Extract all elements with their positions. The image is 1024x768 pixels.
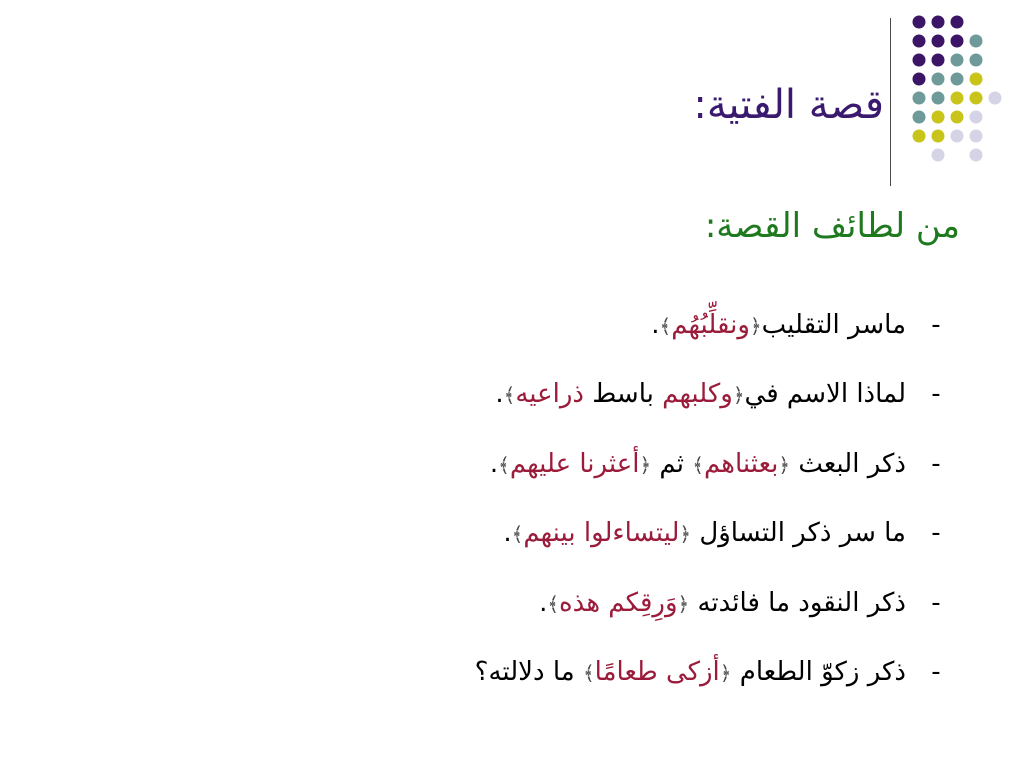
- item-text-tail: ما دلالته؟: [474, 657, 583, 688]
- dot: [932, 54, 945, 67]
- dot: [970, 149, 983, 162]
- item-text: [475, 657, 906, 687]
- dot: [932, 149, 945, 162]
- quran-quote: أعثرنا عليهم: [509, 448, 640, 479]
- item-text-tail: .: [503, 518, 512, 549]
- dot: [913, 16, 926, 29]
- list-item: [66, 429, 966, 499]
- dot: [970, 111, 983, 124]
- quran-bracket-open: ﴿: [679, 522, 692, 547]
- dot: [932, 16, 945, 29]
- quran-quote: ذراعيه: [515, 379, 584, 410]
- dot: [951, 54, 964, 67]
- dot: [913, 54, 926, 67]
- dot: [951, 130, 964, 143]
- vertical-divider: [890, 18, 891, 186]
- quran-bracket-close: ﴾: [659, 313, 672, 338]
- item-text: [490, 449, 906, 479]
- dot: [951, 111, 964, 124]
- item-text: [503, 518, 906, 548]
- item-text-tail: .: [489, 448, 499, 479]
- bullet-marker: -: [931, 587, 941, 618]
- dot: [913, 92, 926, 105]
- quran-quote: بعثناهم: [703, 448, 779, 479]
- item-text-tail: .: [495, 379, 504, 410]
- quran-quote: وَرِقِكم هذه: [559, 587, 678, 618]
- dot: [951, 73, 964, 86]
- dot: [913, 111, 926, 124]
- dot: [913, 130, 926, 143]
- dot: [932, 130, 945, 143]
- item-text: [651, 310, 906, 340]
- dot: [932, 35, 945, 48]
- bullet-list: [66, 290, 966, 707]
- item-text-plain: ذكر النقود ما فائدته: [689, 587, 906, 618]
- dot: [913, 73, 926, 86]
- list-item: [66, 638, 966, 708]
- list-item: [66, 290, 966, 360]
- list-item: [66, 499, 966, 569]
- item-text-plain: لماذا الاسم في: [744, 379, 906, 410]
- item-text-tail: .: [539, 587, 548, 618]
- item-text-plain: ذكر البعث: [790, 448, 906, 479]
- dot: [932, 111, 945, 124]
- quran-bracket-open: ﴿: [778, 452, 791, 477]
- item-text: [539, 588, 906, 618]
- quran-quote: وكلبهم: [662, 379, 733, 410]
- section-heading: من لطائف القصة:: [704, 206, 960, 246]
- slide-title: قصة الفتية:: [693, 82, 884, 128]
- list-item: [66, 360, 966, 430]
- item-text-middle: ثم: [651, 448, 693, 479]
- quran-bracket-close: ﴾: [582, 661, 595, 686]
- quran-bracket-close: ﴾: [692, 452, 704, 477]
- dot: [913, 35, 926, 48]
- dot: [951, 16, 964, 29]
- quran-bracket-close: ﴾: [547, 591, 560, 616]
- bullet-marker: -: [931, 309, 941, 340]
- item-text-tail: .: [651, 309, 660, 340]
- bullet-marker: -: [931, 379, 941, 410]
- quran-bracket-open: ﴿: [749, 313, 762, 338]
- quran-quote: ليتساءلوا بينهم: [523, 518, 680, 549]
- dot: [970, 92, 983, 105]
- dot: [951, 92, 964, 105]
- item-text-middle: باسط: [583, 379, 663, 410]
- item-text-plain: ذكر زكوّ الطعام: [731, 657, 906, 688]
- quran-bracket-close: ﴾: [511, 522, 524, 547]
- dot: [970, 54, 983, 67]
- quran-bracket-close: ﴾: [503, 383, 516, 408]
- dot: [970, 73, 983, 86]
- dot: [989, 92, 1002, 105]
- quran-bracket-open: ﴿: [639, 452, 652, 477]
- dot: [970, 35, 983, 48]
- quran-bracket-open: ﴿: [732, 383, 745, 408]
- dot: [932, 73, 945, 86]
- quran-bracket-close: ﴾: [498, 452, 510, 477]
- dot: [951, 35, 964, 48]
- item-text-plain: ما سر ذكر التساؤل: [691, 518, 906, 549]
- dot: [932, 92, 945, 105]
- quran-quote: ونقلِّبُهُم: [671, 309, 750, 340]
- bullet-marker: -: [931, 448, 941, 479]
- bullet-marker: -: [931, 518, 941, 549]
- dot: [970, 130, 983, 143]
- quran-bracket-open: ﴿: [677, 591, 690, 616]
- list-item: [66, 568, 966, 638]
- item-text: [495, 379, 906, 409]
- item-text-plain: ماسر التقليب: [761, 309, 906, 340]
- quran-quote: أزكى طعامًا: [594, 657, 720, 688]
- bullet-marker: -: [931, 657, 941, 688]
- quran-bracket-open: ﴿: [719, 661, 732, 686]
